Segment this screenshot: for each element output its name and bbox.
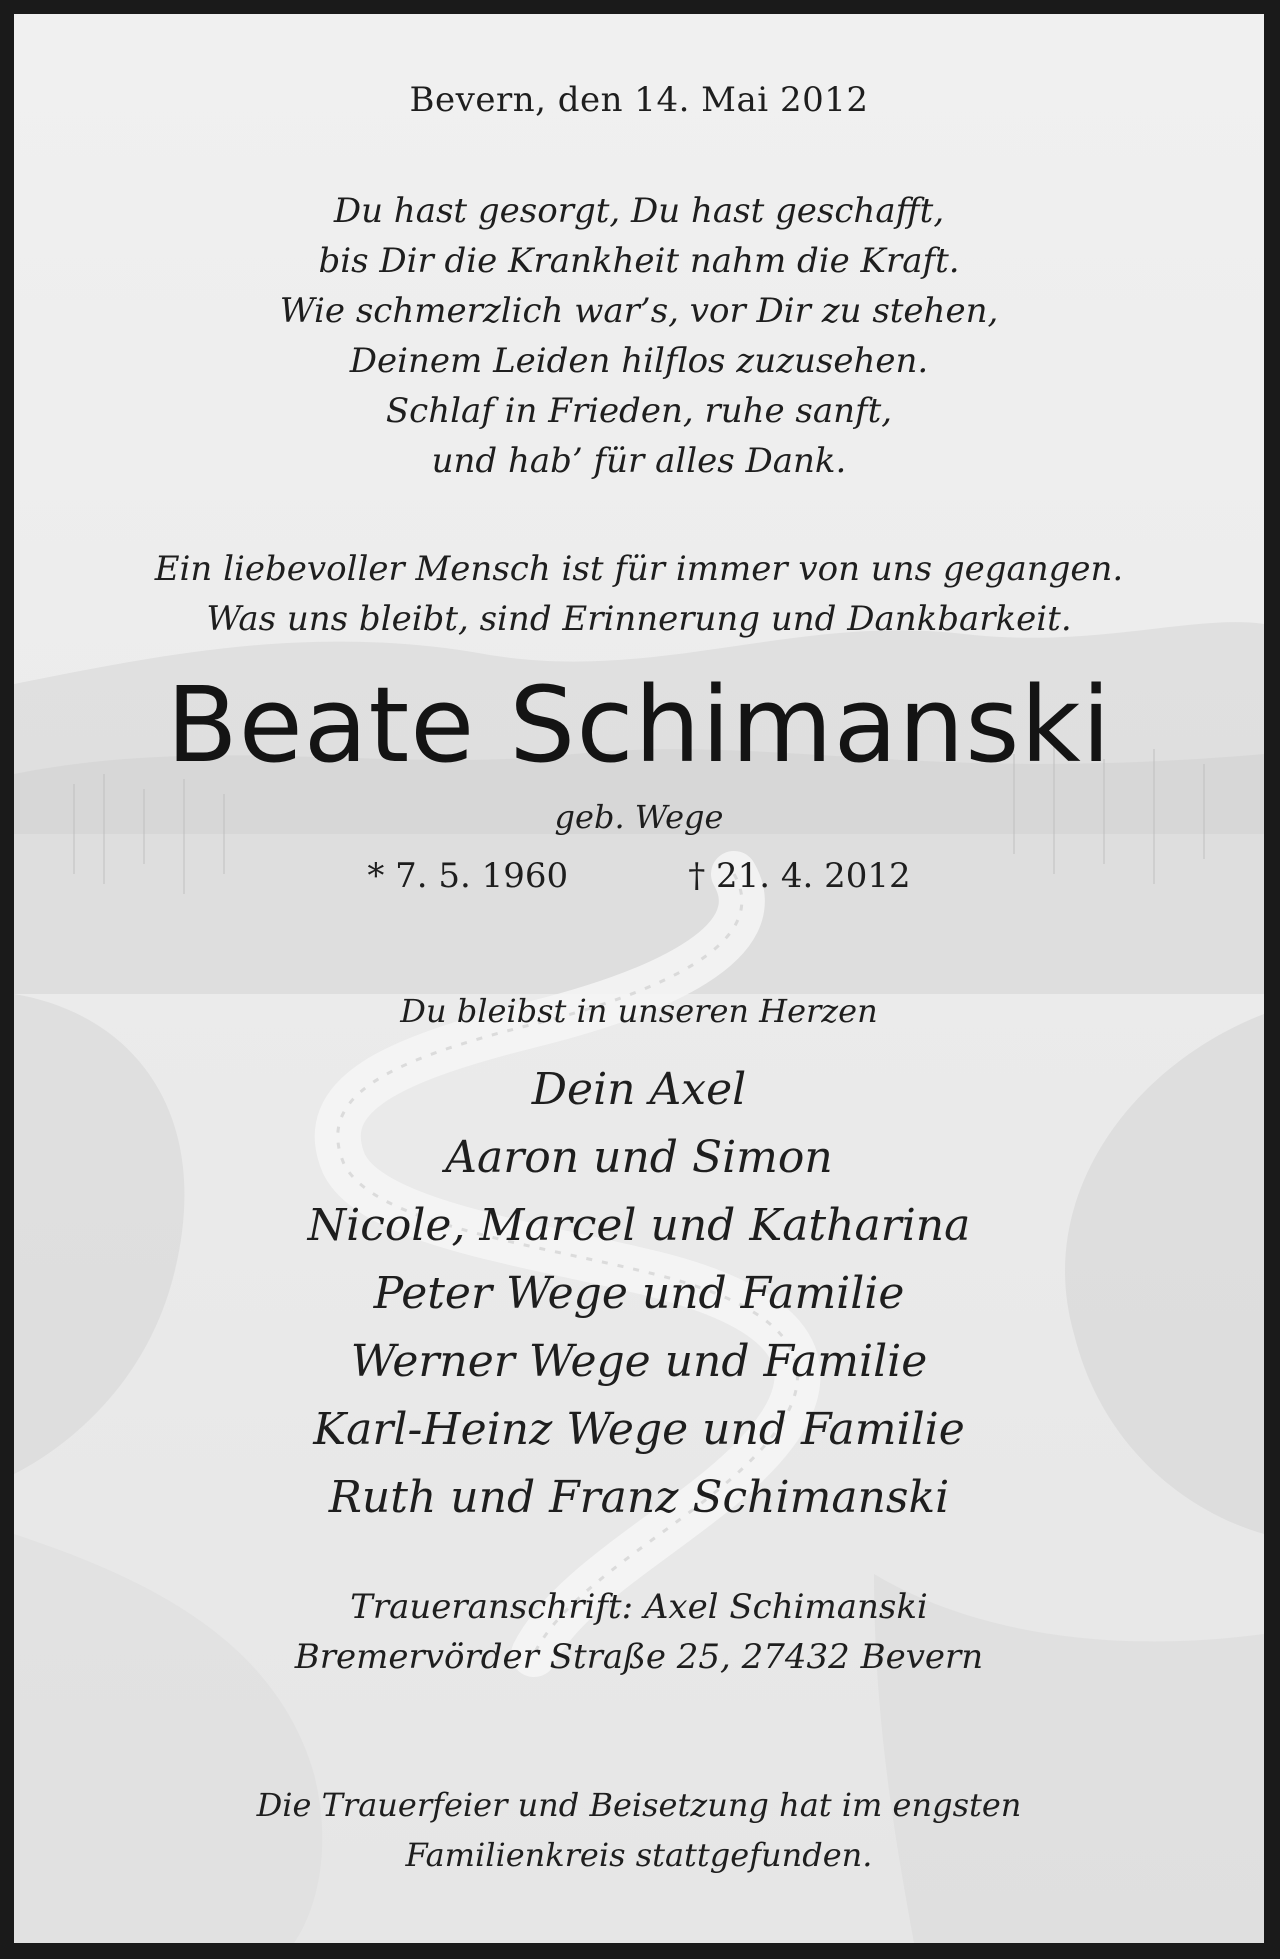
- mourner-line: Werner Wege und Familie: [350, 1336, 928, 1387]
- birth-date: * 7. 5. 1960: [367, 856, 569, 896]
- quote-line: Was uns bleibt, sind Erinnerung und Dankbarkeit.: [206, 599, 1072, 639]
- poem-line: Deinem Leiden hilflos zuzusehen.: [349, 341, 929, 381]
- poem-line: Wie schmerzlich war’s, vor Dir zu stehen,: [279, 291, 999, 331]
- place-date: Bevern, den 14. Mai 2012: [409, 80, 869, 120]
- ceremony-line: Die Trauerfeier und Beisetzung hat im engsten: [256, 1786, 1022, 1824]
- maiden-name: geb. Wege: [554, 798, 724, 836]
- address-line: Traueranschrift: Axel Schimanski: [350, 1587, 928, 1627]
- motto: Du bleibst in unseren Herzen: [400, 992, 878, 1030]
- mourning-address: [14, 1582, 1264, 1682]
- mourners-list: [14, 1056, 1264, 1532]
- mourner-line: Aaron und Simon: [445, 1132, 833, 1183]
- address-line: Bremervörder Straße 25, 27432 Bevern: [294, 1637, 984, 1677]
- mourner-line: Ruth und Franz Schimanski: [328, 1472, 950, 1523]
- deceased-name: Beate Schimanski: [166, 664, 1112, 786]
- poem-line: Du hast gesorgt, Du hast geschafft,: [333, 191, 945, 231]
- notice-content: [14, 14, 1264, 1943]
- obituary-notice: [14, 14, 1264, 1943]
- mourner-line: Nicole, Marcel und Katharina: [307, 1200, 971, 1251]
- memorial-quote: [14, 544, 1264, 644]
- mourner-line: Karl-Heinz Wege und Familie: [313, 1404, 965, 1455]
- quote-line: Ein liebevoller Mensch ist für immer von uns gegangen.: [154, 549, 1124, 589]
- poem: [14, 186, 1264, 486]
- ceremony-note: [14, 1780, 1264, 1880]
- poem-line: Schlaf in Frieden, ruhe sanft,: [385, 391, 893, 431]
- mourner-line: Peter Wege und Familie: [373, 1268, 905, 1319]
- ceremony-line: Familienkreis stattgefunden.: [405, 1836, 873, 1874]
- poem-line: und hab’ für alles Dank.: [431, 441, 847, 481]
- mourner-line: Dein Axel: [531, 1064, 747, 1115]
- poem-line: bis Dir die Krankheit nahm die Kraft.: [318, 241, 960, 281]
- death-date: † 21. 4. 2012: [688, 856, 911, 896]
- life-dates: [14, 856, 1264, 896]
